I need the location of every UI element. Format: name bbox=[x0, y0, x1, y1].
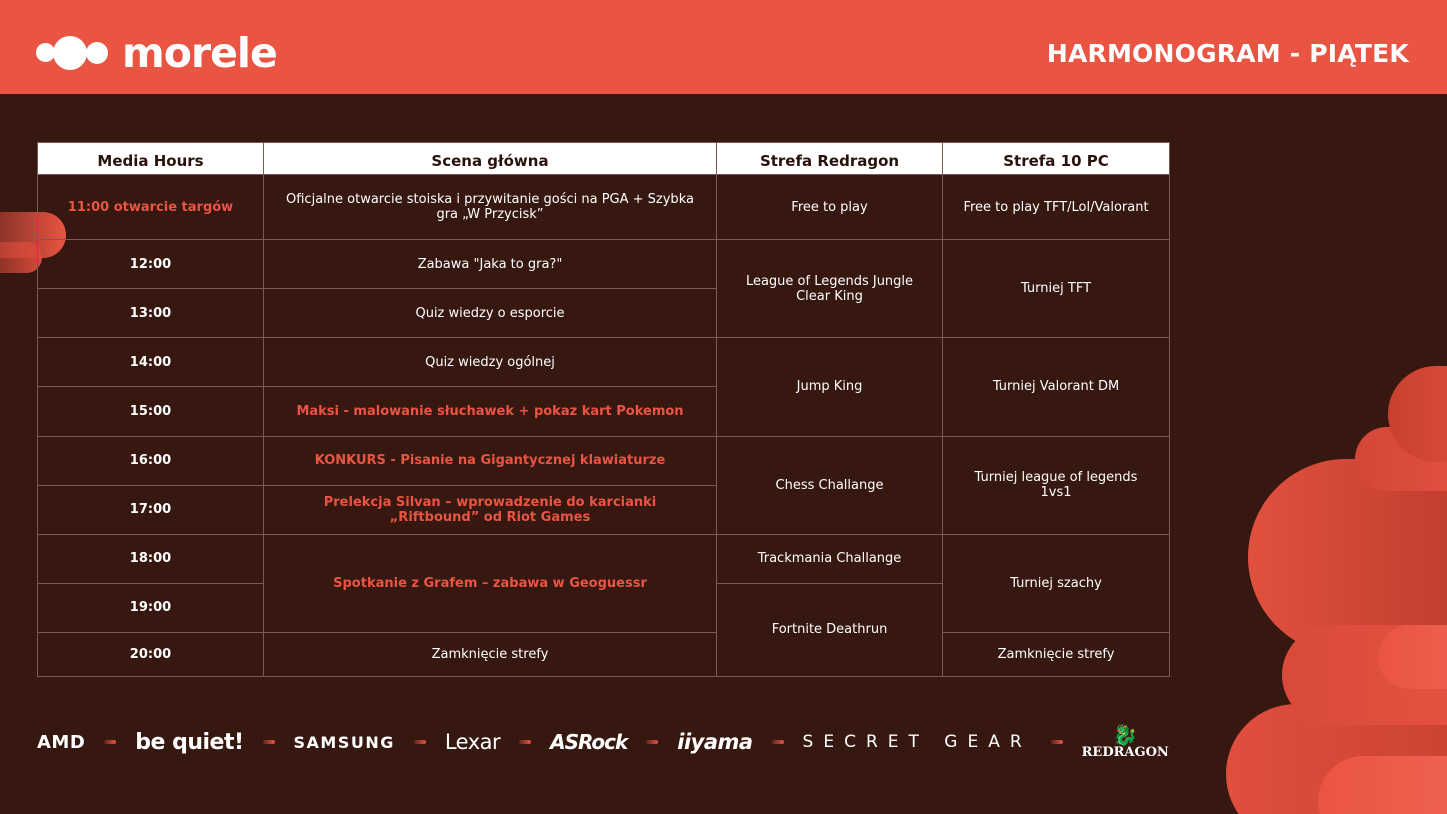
pc10-cell: Turniej league of legends 1vs1 bbox=[943, 436, 1170, 534]
scena-cell: Quiz wiedzy o esporcie bbox=[264, 289, 717, 338]
scena-cell: Maksi - malowanie słuchawek + pokaz kart Pokemon bbox=[264, 387, 717, 436]
table-row bbox=[38, 240, 1170, 289]
redragon-cell: Jump King bbox=[717, 338, 943, 436]
time-cell: 15:00 bbox=[38, 387, 264, 436]
header-media-hours: Media Hours bbox=[38, 143, 264, 175]
time-cell: 13:00 bbox=[38, 289, 264, 338]
table-row bbox=[38, 436, 1170, 485]
time-cell: 20:00 bbox=[38, 632, 264, 676]
pc10-cell: Turniej TFT bbox=[943, 240, 1170, 338]
sponsor-logo-amd[interactable]: AMD bbox=[37, 731, 86, 753]
decor-pill bbox=[1388, 366, 1447, 462]
morele-dots-icon bbox=[36, 30, 110, 76]
scena-cell: Zamknięcie strefy bbox=[264, 632, 717, 676]
page-title: HARMONOGRAM - PIĄTEK bbox=[1046, 39, 1409, 68]
pc10-cell: Turniej Valorant DM bbox=[943, 338, 1170, 436]
separator-dash bbox=[519, 740, 531, 744]
sponsor-logo-bequiet[interactable]: be quiet! bbox=[135, 729, 244, 755]
scena-cell: KONKURS - Pisanie na Gigantycznej klawiaturze bbox=[264, 436, 717, 485]
scena-cell: Prelekcja Silvan – wprowadzenie do karcianki „Riftbound” od Riot Games bbox=[264, 485, 717, 534]
header-strefa-redragon: Strefa Redragon bbox=[717, 143, 943, 175]
sponsor-logo-lexar[interactable]: Lexar bbox=[444, 730, 501, 754]
sponsor-logo-redragon[interactable] bbox=[1081, 722, 1169, 760]
redragon-cell: Trackmania Challange bbox=[717, 534, 943, 583]
time-cell: 17:00 bbox=[38, 485, 264, 534]
separator-dash bbox=[263, 740, 275, 744]
separator-dash bbox=[1051, 740, 1063, 744]
time-cell: 12:00 bbox=[38, 240, 264, 289]
pc10-cell: Turniej szachy bbox=[943, 534, 1170, 632]
time-cell: 14:00 bbox=[38, 338, 264, 387]
scena-cell: Quiz wiedzy ogólnej bbox=[264, 338, 717, 387]
table-row bbox=[38, 534, 1170, 583]
separator-dash bbox=[104, 740, 116, 744]
time-cell: 19:00 bbox=[38, 583, 264, 632]
header-strefa-10pc: Strefa 10 PC bbox=[943, 143, 1170, 175]
redragon-cell: Free to play bbox=[717, 175, 943, 240]
table-row bbox=[38, 175, 1170, 240]
dragon-icon: 🐉 bbox=[1112, 722, 1138, 747]
morele-logo[interactable] bbox=[36, 30, 277, 76]
redragon-cell: Chess Challange bbox=[717, 436, 943, 534]
sponsor-logo-samsung[interactable]: SAMSUNG bbox=[293, 732, 395, 752]
time-cell: 18:00 bbox=[38, 534, 264, 583]
header-scena-glowna: Scena główna bbox=[264, 143, 717, 175]
schedule-table bbox=[37, 142, 1170, 677]
sponsor-logo-iiyama[interactable]: iiyama bbox=[677, 730, 753, 754]
pc10-cell: Zamknięcie strefy bbox=[943, 632, 1170, 676]
pc10-cell: Free to play TFT/Lol/Valorant bbox=[943, 175, 1170, 240]
decor-blob bbox=[1226, 704, 1447, 814]
decor-blob bbox=[1248, 459, 1447, 655]
scena-cell: Zabawa "Jaka to gra?" bbox=[264, 240, 717, 289]
redragon-cell: League of Legends Jungle Clear King bbox=[717, 240, 943, 338]
separator-dash bbox=[772, 740, 784, 744]
decor-pill bbox=[1318, 756, 1447, 814]
decor-pill bbox=[1378, 625, 1447, 689]
time-cell: 11:00 otwarcie targów bbox=[38, 175, 264, 240]
time-cell: 16:00 bbox=[38, 436, 264, 485]
table-row bbox=[38, 338, 1170, 387]
table-row bbox=[38, 632, 1170, 676]
sponsor-logo-asrock[interactable]: ASRock bbox=[550, 730, 628, 754]
brand-name: morele bbox=[122, 29, 277, 77]
redragon-cell: Fortnite Deathrun bbox=[717, 583, 943, 676]
separator-dash bbox=[646, 740, 658, 744]
decor-pill bbox=[1282, 625, 1447, 725]
decor-pill bbox=[1355, 427, 1447, 491]
redragon-wordmark: REDRAGON bbox=[1081, 744, 1169, 760]
decor-pill-left-small bbox=[0, 242, 42, 273]
scena-cell: Oficjalne otwarcie stoiska i przywitanie gości na PGA + Szybka gra „W Przycisk” bbox=[264, 175, 717, 240]
table-header-row bbox=[38, 143, 1170, 175]
separator-dash bbox=[414, 740, 426, 744]
sponsor-strip bbox=[37, 720, 1169, 764]
scena-cell: Spotkanie z Grafem – zabawa w Geoguessr bbox=[264, 534, 717, 632]
sponsor-logo-secretgear[interactable]: SECRET GEAR bbox=[802, 732, 1032, 752]
header-bar bbox=[0, 0, 1447, 94]
